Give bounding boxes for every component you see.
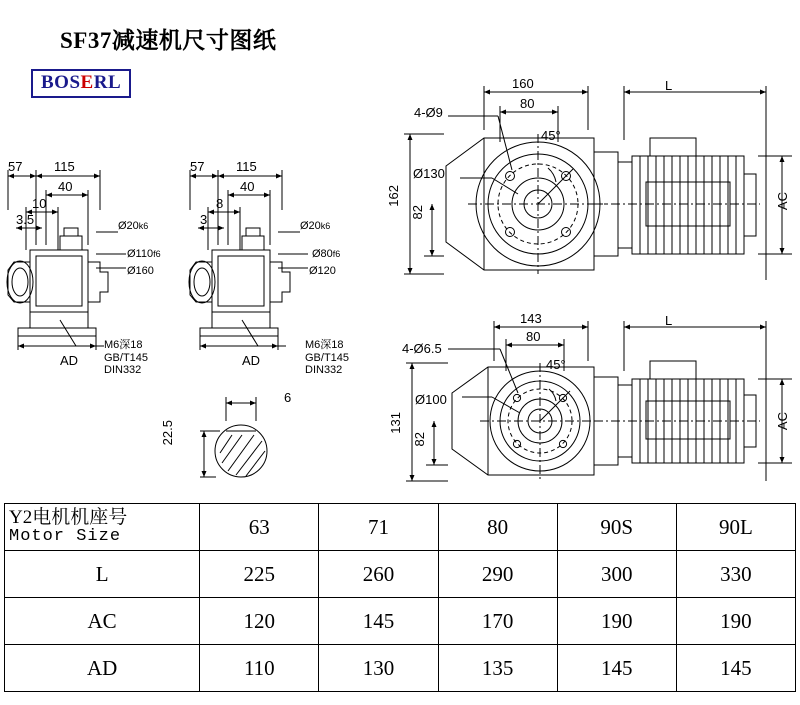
cell-AD-90S: 145 bbox=[557, 645, 676, 692]
dim-d110-a: Ø110f6 bbox=[127, 248, 161, 260]
left-section-view-metric-20 bbox=[0, 150, 190, 380]
dim-L-bottom: L bbox=[665, 313, 673, 328]
thread-note-b bbox=[305, 339, 349, 377]
dim-57-b: 57 bbox=[190, 159, 205, 174]
cell-AD-90L: 145 bbox=[676, 645, 795, 692]
cell-AC-63: 120 bbox=[200, 598, 319, 645]
row-label-L: L bbox=[5, 551, 200, 598]
cell-L-71: 260 bbox=[319, 551, 438, 598]
logo-text-part3: RL bbox=[93, 72, 122, 93]
tol-f6-a: f6 bbox=[153, 249, 161, 259]
dim-115-a: 115 bbox=[54, 159, 75, 174]
dim-d100: Ø100 bbox=[415, 392, 447, 407]
dim-45deg-top: 45° bbox=[541, 128, 561, 143]
dim-45deg-bottom: 45° bbox=[546, 357, 566, 372]
dim-d20-b: Ø20k6 bbox=[300, 220, 331, 232]
dim-AC-top: AC bbox=[775, 192, 790, 211]
thread-note-a-line2: GB/T145 bbox=[104, 351, 149, 364]
dim-ad-a: AD bbox=[60, 353, 79, 368]
dim-3-b: 3 bbox=[200, 212, 208, 227]
cell-L-63: 225 bbox=[200, 551, 319, 598]
table-header-size-1: 63 bbox=[200, 504, 319, 551]
dim-10-a: 10 bbox=[32, 196, 47, 211]
dim-115-b: 115 bbox=[236, 159, 257, 174]
cell-AC-71: 145 bbox=[319, 598, 438, 645]
tol-k6-a: k6 bbox=[138, 221, 149, 231]
table-header-size-2: 71 bbox=[319, 504, 438, 551]
cell-L-90S: 300 bbox=[557, 551, 676, 598]
row-label-AC: AC bbox=[5, 598, 200, 645]
table-row bbox=[5, 598, 796, 645]
table-header-size-3: 80 bbox=[438, 504, 557, 551]
cell-AC-90L: 190 bbox=[676, 598, 795, 645]
table-header-size-5: 90L bbox=[676, 504, 795, 551]
dim-22-5-key: 22.5 bbox=[160, 420, 175, 446]
dim-d130: Ø130 bbox=[413, 166, 445, 181]
cell-L-90L: 330 bbox=[676, 551, 795, 598]
thread-note-a bbox=[104, 339, 148, 377]
row-label-AD: AD bbox=[5, 645, 200, 692]
table-row bbox=[5, 551, 796, 598]
flange-b14-view bbox=[388, 305, 798, 495]
dim-131: 131 bbox=[388, 412, 403, 434]
dim-162: 162 bbox=[386, 185, 401, 207]
dim-3-5-a: 3.5 bbox=[16, 212, 35, 227]
table-row bbox=[5, 645, 796, 692]
flange-b5-view bbox=[388, 70, 798, 300]
dim-d80-b: Ø80f6 bbox=[312, 248, 341, 260]
dim-AC-bottom: AC bbox=[775, 412, 790, 431]
cell-AC-80: 170 bbox=[438, 598, 557, 645]
thread-note-a-line3: DIN332 bbox=[104, 364, 142, 377]
dim-4-d9: 4-Ø9 bbox=[414, 105, 443, 120]
dim-57-a: 57 bbox=[8, 159, 23, 174]
brand-logo bbox=[31, 69, 131, 98]
shaft-key-detail bbox=[190, 385, 320, 495]
dim-40-a: 40 bbox=[58, 179, 73, 194]
dim-ad-b: AD bbox=[242, 353, 261, 368]
table-header-size-4: 90S bbox=[557, 504, 676, 551]
page-title: SF37减速机尺寸图纸 bbox=[60, 28, 277, 53]
table-header-label bbox=[5, 504, 200, 551]
tol-k6-b: k6 bbox=[320, 221, 331, 231]
dim-d160-a: Ø160 bbox=[127, 265, 154, 277]
dim-6-key: 6 bbox=[284, 390, 292, 405]
table-row-header bbox=[5, 504, 796, 551]
dim-82-top: 82 bbox=[410, 205, 425, 220]
dim-80-bottom: 80 bbox=[526, 329, 541, 344]
cell-AD-63: 110 bbox=[200, 645, 319, 692]
dim-4-d6-5: 4-Ø6.5 bbox=[402, 341, 442, 356]
table-header-label-cn: Y2电机机座号 bbox=[9, 507, 128, 529]
thread-note-b-line2: GB/T145 bbox=[305, 351, 350, 364]
cell-L-80: 290 bbox=[438, 551, 557, 598]
tol-f6-b: f6 bbox=[332, 249, 341, 259]
cell-AC-90S: 190 bbox=[557, 598, 676, 645]
dim-80-top: 80 bbox=[520, 96, 535, 111]
logo-text-part2: E bbox=[80, 72, 94, 93]
cell-AD-71: 130 bbox=[319, 645, 438, 692]
dim-d120-b: Ø120 bbox=[309, 265, 336, 277]
cell-AD-80: 135 bbox=[438, 645, 557, 692]
dimension-table bbox=[4, 503, 796, 692]
thread-note-a-line1: M6深18 bbox=[104, 339, 143, 351]
dim-d20-a: Ø20k6 bbox=[118, 220, 149, 232]
dim-40-b: 40 bbox=[240, 179, 255, 194]
table-header-label-en: Motor Size bbox=[9, 527, 122, 547]
thread-note-b-line1: M6深18 bbox=[305, 339, 344, 351]
logo-text-part1: BOS bbox=[41, 72, 81, 93]
dim-82-bottom: 82 bbox=[412, 432, 427, 447]
dim-160: 160 bbox=[512, 76, 534, 91]
dim-143: 143 bbox=[520, 311, 542, 326]
thread-note-b-line3: DIN332 bbox=[305, 364, 343, 377]
dim-8-b: 8 bbox=[216, 196, 224, 211]
dim-L-top: L bbox=[665, 78, 673, 93]
